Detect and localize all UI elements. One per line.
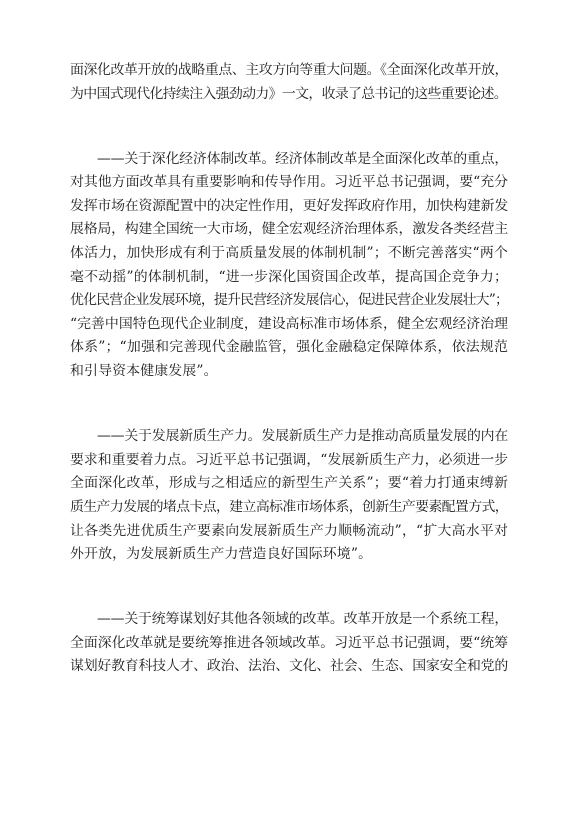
text-line: 谋划好教育科技人才、政治、法治、文化、社会、生态、国家安全和党的 [70,658,508,675]
text-line: 全面深化改革就是要统筹推进各领域改革。习近平总书记强调，要“统筹 [70,634,508,651]
paragraph-economic-system [70,148,508,384]
text-line: 要求和重要着力点。习近平总书记强调，“发展新质生产力，必须进一步 [70,451,508,468]
text-line: 质生产力发展的堵点卡点，建立高标准市场体系，创新生产要素配置方式， [70,498,508,515]
paragraph-new-productive-forces [70,425,508,567]
text-line: 全面深化改革，形成与之相适应的新型生产关系”；要“着力打通束缚新 [70,475,508,492]
text-line: 和引导资本健康发展”。 [70,363,218,380]
text-line: 为中国式现代化持续注入强劲动力》一文，收录了总书记的这些重要论述。 [70,85,507,102]
text-line: 毫不动摇”的体制机制，“进一步深化国资国企改革，提高国企竞争力； [70,268,508,285]
text-line: ——关于深化经济体制改革。经济体制改革是全面深化改革的重点， [97,150,508,167]
text-line: 外开放，为发展新质生产力营造良好国际环境”。 [70,546,373,563]
text-line: 发挥市场在资源配置中的决定性作用，更好发挥政府作用，加快构建新发 [70,197,508,214]
text-line: 面深化改革开放的战略重点、主攻方向等重大问题。《全面深化改革开放， [70,62,508,78]
text-line: 体系”；“加强和完善现代金融监管，强化金融稳定保障体系，依法规范 [70,339,508,356]
paragraph-gap [70,106,508,148]
paragraph-intro [70,59,508,106]
text-line: 让各类先进优质生产要素向发展新质生产力顺畅流动”，“扩大高水平对 [70,522,508,539]
text-line: 对其他方面改革具有重要影响和传导作用。习近平总书记强调，要“充分 [70,174,508,191]
paragraph-gap [70,384,508,426]
text-line: 体活力，加快形成有利于高质量发展的体制机制”；不断完善落实“两个 [70,245,508,262]
text-line: “完善中国特色现代企业制度，建设高标准市场体系，健全宏观经济治理 [70,315,508,332]
paragraph-other-fields [70,608,508,679]
text-line: 展格局，构建全国统一大市场，健全宏观经济治理体系，激发各类经营主 [70,221,508,238]
text-line: ——关于统筹谋划好其他各领域的改革。改革开放是一个系统工程， [97,611,508,628]
text-line: 优化民营企业发展环境，提升民营经济发展信心，促进民营企业发展壮大”； [70,292,508,309]
text-line: ——关于发展新质生产力。发展新质生产力是推动高质量发展的内在 [97,428,508,445]
paragraph-gap [70,567,508,609]
